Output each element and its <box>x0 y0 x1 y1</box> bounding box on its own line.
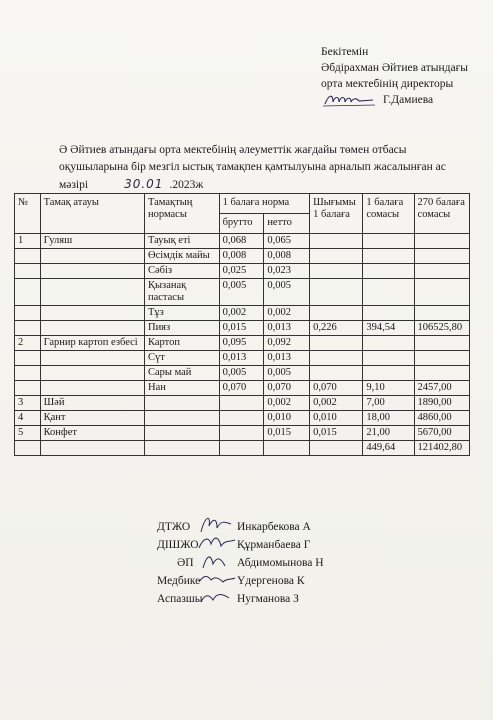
cell-no: 1 <box>15 234 41 249</box>
cell-p1 <box>363 264 414 279</box>
director-signature-line <box>321 92 468 108</box>
header-brutto: брутто <box>219 214 264 234</box>
header-name: Тамақ атауы <box>40 194 144 234</box>
table-row <box>15 381 470 396</box>
cell-p1 <box>363 366 414 381</box>
cell-out <box>310 264 363 279</box>
cell-ne: 0,002 <box>264 396 310 411</box>
cell-tot: 2457,00 <box>414 381 469 396</box>
signature-role: ДТЖО <box>157 521 191 533</box>
cell-out <box>310 279 363 306</box>
cell-tot <box>414 249 469 264</box>
cell-ing <box>144 411 219 426</box>
cell-out: 0,226 <box>310 321 363 336</box>
cell-no <box>15 321 41 336</box>
cell-p1 <box>363 279 414 306</box>
cell-ing: Сәбіз <box>144 264 219 279</box>
cell-empty <box>264 441 310 456</box>
header-price-270: 270 балаға сомасы <box>414 194 469 234</box>
title-year: .2023ж <box>169 179 204 191</box>
cell-name: Қант <box>40 411 144 426</box>
total-p1: 449,64 <box>363 441 414 456</box>
cell-br: 0,002 <box>219 306 264 321</box>
cell-ne: 0,013 <box>264 321 310 336</box>
cell-tot <box>414 366 469 381</box>
cell-name: Гуляш <box>40 234 144 249</box>
cell-br: 0,070 <box>219 381 264 396</box>
header-netto: нетто <box>264 214 310 234</box>
cell-ing: Пияз <box>144 321 219 336</box>
signature-name: Абдимомынова Н <box>237 557 324 569</box>
cell-ne: 0,065 <box>264 234 310 249</box>
signature-role: Медбике <box>157 575 201 587</box>
cell-name <box>40 321 144 336</box>
director-signature <box>321 92 377 108</box>
header-price-one: 1 балаға сомасы <box>363 194 414 234</box>
cell-ne: 0,008 <box>264 249 310 264</box>
cell-no <box>15 249 41 264</box>
cell-tot <box>414 234 469 249</box>
cell-p1: 394,54 <box>363 321 414 336</box>
cell-no <box>15 306 41 321</box>
signature-name: Үдергенова К <box>237 575 305 587</box>
cell-br: 0,005 <box>219 366 264 381</box>
table-row <box>15 336 470 351</box>
cell-ing <box>144 426 219 441</box>
cell-tot <box>414 336 469 351</box>
cell-empty <box>40 441 144 456</box>
cell-name <box>40 249 144 264</box>
total-tot: 121402,80 <box>414 441 469 456</box>
cell-no: 2 <box>15 336 41 351</box>
cell-name: Конфет <box>40 426 144 441</box>
cell-tot <box>414 351 469 366</box>
signature-role: ӘП <box>177 557 194 569</box>
cell-p1 <box>363 351 414 366</box>
cell-out <box>310 336 363 351</box>
cell-name <box>40 351 144 366</box>
cell-ing: Тауық еті <box>144 234 219 249</box>
cell-ne: 0,005 <box>264 366 310 381</box>
cell-ne: 0,023 <box>264 264 310 279</box>
title-line-2: оқушыларына бір мезгіл ыстық тамақпен қамтылуына арналып жасалынған ас <box>59 161 446 173</box>
cell-ing: Тұз <box>144 306 219 321</box>
cell-tot: 5670,00 <box>414 426 469 441</box>
cell-br: 0,015 <box>219 321 264 336</box>
cell-tot <box>414 279 469 306</box>
cell-tot <box>414 264 469 279</box>
signature-name: Құрманбаева Г <box>237 539 311 551</box>
table-row <box>15 396 470 411</box>
cell-tot: 4860,00 <box>414 411 469 426</box>
cell-no <box>15 366 41 381</box>
table-row <box>15 366 470 381</box>
cell-br: 0,068 <box>219 234 264 249</box>
cell-ne: 0,092 <box>264 336 310 351</box>
signature-row <box>157 554 324 572</box>
cell-no: 3 <box>15 396 41 411</box>
table-row <box>15 279 470 306</box>
cell-br <box>219 396 264 411</box>
cell-name <box>40 264 144 279</box>
signature-row <box>157 518 324 536</box>
table-row <box>15 411 470 426</box>
title-line-3 <box>59 176 469 194</box>
document-title <box>59 142 469 194</box>
cell-no: 4 <box>15 411 41 426</box>
cell-br <box>219 411 264 426</box>
header-per-child-norm: 1 балаға норма <box>219 194 310 214</box>
signature-row <box>157 536 324 554</box>
cell-ne: 0,010 <box>264 411 310 426</box>
cell-out <box>310 351 363 366</box>
cell-no <box>15 381 41 396</box>
signatures-block <box>157 518 324 608</box>
cell-no: 5 <box>15 426 41 441</box>
cell-p1 <box>363 306 414 321</box>
title-menu-word: мәзірі <box>59 179 89 191</box>
cell-p1: 21,00 <box>363 426 414 441</box>
cell-ing: Сары май <box>144 366 219 381</box>
cell-no <box>15 279 41 306</box>
handwritten-date: 30.01 <box>124 177 164 191</box>
cell-ne: 0,002 <box>264 306 310 321</box>
cell-ne: 0,070 <box>264 381 310 396</box>
cell-ne: 0,005 <box>264 279 310 306</box>
approval-line-1: Әбдірахман Әйтиев атындағы <box>321 62 469 74</box>
signature-role: Аспазшы <box>157 593 203 605</box>
cell-br: 0,013 <box>219 351 264 366</box>
cell-p1 <box>363 234 414 249</box>
cell-br: 0,025 <box>219 264 264 279</box>
table-row <box>15 351 470 366</box>
cell-p1: 18,00 <box>363 411 414 426</box>
approval-block <box>321 44 468 108</box>
cell-p1: 9,10 <box>363 381 414 396</box>
header-output: Шығымы 1 балаға <box>310 194 363 234</box>
table-row <box>15 264 470 279</box>
cell-name: Гарнир картоп езбесі <box>40 336 144 351</box>
cell-ing: Өсімдік майы <box>144 249 219 264</box>
cell-br <box>219 426 264 441</box>
cell-no <box>15 351 41 366</box>
cell-ing: Нан <box>144 381 219 396</box>
signature-row <box>157 572 324 590</box>
signature-name: Нугманова З <box>237 593 299 605</box>
cell-p1 <box>363 249 414 264</box>
cell-out: 0,002 <box>310 396 363 411</box>
cell-name <box>40 279 144 306</box>
handwritten-signature <box>197 584 237 610</box>
menu-table-body <box>15 234 470 456</box>
approval-heading: Бекітемін <box>321 46 369 58</box>
cell-out: 0,070 <box>310 381 363 396</box>
director-name: Г.Дамиева <box>383 94 434 106</box>
approval-line-2: орта мектебінің директоры <box>321 78 454 90</box>
cell-ing: Картоп <box>144 336 219 351</box>
header-no: № <box>15 194 41 234</box>
cell-no <box>15 264 41 279</box>
cell-out <box>310 306 363 321</box>
menu-table <box>14 193 470 456</box>
totals-row <box>15 441 470 456</box>
cell-p1 <box>363 336 414 351</box>
cell-br: 0,005 <box>219 279 264 306</box>
cell-br: 0,008 <box>219 249 264 264</box>
cell-ne: 0,013 <box>264 351 310 366</box>
signature-role: ДІШЖО <box>157 539 199 551</box>
cell-empty <box>15 441 41 456</box>
cell-out <box>310 249 363 264</box>
cell-name <box>40 306 144 321</box>
table-row <box>15 234 470 249</box>
signature-name: Инкарбекова А <box>237 521 311 533</box>
cell-name <box>40 381 144 396</box>
cell-p1: 7,00 <box>363 396 414 411</box>
cell-empty <box>219 441 264 456</box>
cell-out: 0,015 <box>310 426 363 441</box>
table-row <box>15 426 470 441</box>
cell-out <box>310 234 363 249</box>
header-norm: Тамақтың нормасы <box>144 194 219 234</box>
cell-tot: 106525,80 <box>414 321 469 336</box>
table-row <box>15 306 470 321</box>
cell-br: 0,095 <box>219 336 264 351</box>
cell-ne: 0,015 <box>264 426 310 441</box>
cell-out: 0,010 <box>310 411 363 426</box>
signature-row <box>157 590 324 608</box>
cell-tot: 1890,00 <box>414 396 469 411</box>
cell-tot <box>414 306 469 321</box>
cell-ing: Қызанақ пастасы <box>144 279 219 306</box>
cell-empty <box>144 441 219 456</box>
cell-ing <box>144 396 219 411</box>
table-row <box>15 249 470 264</box>
cell-ing: Сүт <box>144 351 219 366</box>
cell-out <box>310 366 363 381</box>
cell-name <box>40 366 144 381</box>
title-line-1: Ә Әйтиев атындағы орта мектебінің әлеуметтік жағдайы төмен отбасы <box>59 144 407 156</box>
table-row <box>15 321 470 336</box>
cell-name: Шәй <box>40 396 144 411</box>
cell-empty <box>310 441 363 456</box>
